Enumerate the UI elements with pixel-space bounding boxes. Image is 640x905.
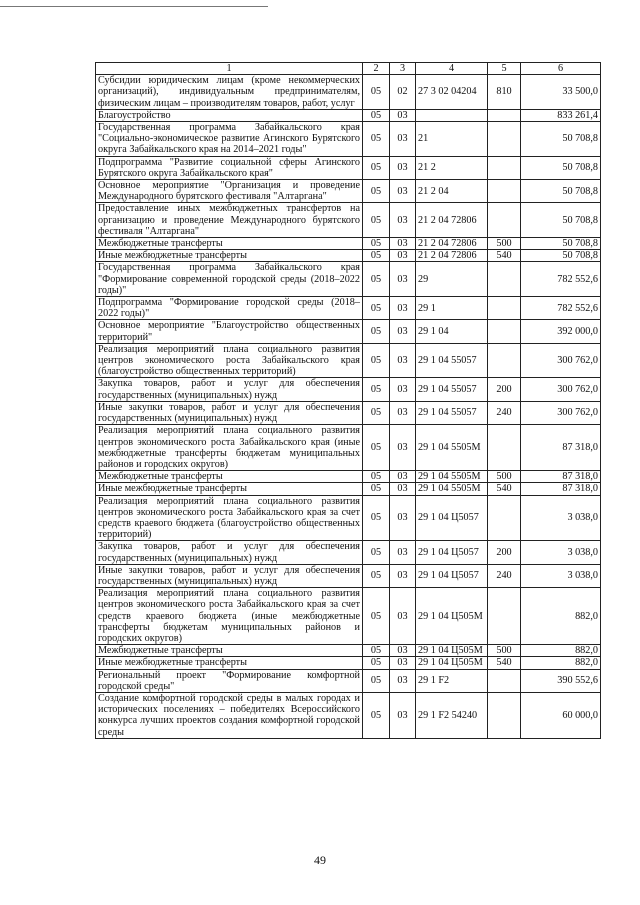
target-item-code-cell: 29 1 04 Ц505М xyxy=(416,657,488,669)
table-row xyxy=(96,297,601,320)
expense-type-code-cell xyxy=(488,425,521,471)
amount-cell: 50 708,8 xyxy=(521,250,601,262)
expense-type-code-cell: 200 xyxy=(488,541,521,564)
table-row xyxy=(96,262,601,297)
subsection-code-cell: 03 xyxy=(390,297,416,320)
section-code-cell: 05 xyxy=(363,471,390,483)
item-name-cell: Создание комфортной городской среды в малых городах и исторических поселениях – победителях Всероссийского конкурса лучших проектов создания комфортной городской среды xyxy=(96,692,363,738)
target-item-code-cell: 27 3 02 04204 xyxy=(416,75,488,110)
amount-cell: 300 762,0 xyxy=(521,378,601,401)
target-item-code-cell: 21 2 04 72806 xyxy=(416,238,488,250)
item-name-cell: Реализация мероприятий плана социального развития центров экономического роста Забайкальского края (иные межбюджетные трансферты бюджетам муниципальных районов и городских округов) xyxy=(96,425,363,471)
table-row xyxy=(96,425,601,471)
target-item-code-cell: 29 1 F2 54240 xyxy=(416,692,488,738)
amount-cell: 60 000,0 xyxy=(521,692,601,738)
item-name-cell: Иные закупки товаров, работ и услуг для обеспечения государственных (муниципальных) нужд xyxy=(96,401,363,424)
amount-cell: 50 708,8 xyxy=(521,203,601,238)
subsection-code-cell: 03 xyxy=(390,692,416,738)
target-item-code-cell: 29 1 04 Ц505М xyxy=(416,588,488,645)
section-code-cell: 05 xyxy=(363,109,390,121)
table-row xyxy=(96,203,601,238)
target-item-code-cell: 29 1 04 Ц5057 xyxy=(416,495,488,541)
item-name-cell: Межбюджетные трансферты xyxy=(96,238,363,250)
section-code-cell: 05 xyxy=(363,203,390,238)
amount-cell: 300 762,0 xyxy=(521,343,601,378)
target-item-code-cell: 29 1 04 5505М xyxy=(416,425,488,471)
item-name-cell: Иные межбюджетные трансферты xyxy=(96,483,363,495)
table-body xyxy=(96,63,601,739)
amount-cell: 782 552,6 xyxy=(521,262,601,297)
target-item-code-cell: 29 1 04 55057 xyxy=(416,401,488,424)
budget-table xyxy=(95,62,601,739)
subsection-code-cell: 03 xyxy=(390,401,416,424)
expense-type-code-cell xyxy=(488,588,521,645)
subsection-code-cell: 03 xyxy=(390,657,416,669)
subsection-code-cell: 03 xyxy=(390,203,416,238)
item-name-cell: Основное мероприятие "Организация и проведение Международного бурятского фестиваля "Алтаргана" xyxy=(96,180,363,203)
table-row xyxy=(96,541,601,564)
expense-type-code-cell xyxy=(488,343,521,378)
section-code-cell: 05 xyxy=(363,669,390,692)
amount-cell: 87 318,0 xyxy=(521,483,601,495)
amount-cell: 87 318,0 xyxy=(521,425,601,471)
item-name-cell: Реализация мероприятий плана социального развития центров экономического роста Забайкальского края за счет средств краевого бюджета (благоустройство общественных территорий) xyxy=(96,495,363,541)
expense-type-code-cell: 500 xyxy=(488,238,521,250)
section-code-cell: 05 xyxy=(363,238,390,250)
item-name-cell: Региональный проект "Формирование комфортной городской среды" xyxy=(96,669,363,692)
section-code-cell: 05 xyxy=(363,122,390,157)
table-row xyxy=(96,495,601,541)
subsection-code-cell: 03 xyxy=(390,425,416,471)
target-item-code-cell: 21 xyxy=(416,122,488,157)
target-item-code-cell: 21 2 04 72806 xyxy=(416,250,488,262)
expense-type-code-cell: 500 xyxy=(488,645,521,657)
table-row xyxy=(96,180,601,203)
target-item-code-cell: 29 1 04 5505М xyxy=(416,471,488,483)
section-code-cell: 05 xyxy=(363,262,390,297)
table-row xyxy=(96,109,601,121)
amount-cell: 882,0 xyxy=(521,588,601,645)
amount-cell: 390 552,6 xyxy=(521,669,601,692)
amount-cell: 782 552,6 xyxy=(521,297,601,320)
table-row xyxy=(96,692,601,738)
table-row xyxy=(96,483,601,495)
expense-type-code-cell: 200 xyxy=(488,378,521,401)
item-name-cell: Межбюджетные трансферты xyxy=(96,471,363,483)
item-name-cell: Благоустройство xyxy=(96,109,363,121)
target-item-code-cell: 29 1 04 Ц5057 xyxy=(416,564,488,587)
table-row xyxy=(96,250,601,262)
column-header-4: 4 xyxy=(416,63,488,75)
expense-type-code-cell xyxy=(488,262,521,297)
expense-type-code-cell xyxy=(488,320,521,343)
target-item-code-cell: 29 1 F2 xyxy=(416,669,488,692)
expense-type-code-cell xyxy=(488,180,521,203)
subsection-code-cell: 03 xyxy=(390,320,416,343)
section-code-cell: 05 xyxy=(363,541,390,564)
item-name-cell: Государственная программа Забайкальского края "Социально-экономическое развитие Агинского Бурятского округа Забайкальского края на 2014–2021 годы" xyxy=(96,122,363,157)
table-row xyxy=(96,320,601,343)
column-header-5: 5 xyxy=(488,63,521,75)
subsection-code-cell: 03 xyxy=(390,156,416,179)
expense-type-code-cell: 540 xyxy=(488,483,521,495)
expense-type-code-cell xyxy=(488,495,521,541)
item-name-cell: Подпрограмма "Формирование городской среды (2018–2022 годы)" xyxy=(96,297,363,320)
target-item-code-cell: 29 xyxy=(416,262,488,297)
subsection-code-cell: 03 xyxy=(390,471,416,483)
expense-type-code-cell xyxy=(488,156,521,179)
amount-cell: 87 318,0 xyxy=(521,471,601,483)
amount-cell: 50 708,8 xyxy=(521,122,601,157)
subsection-code-cell: 03 xyxy=(390,483,416,495)
column-header-3: 3 xyxy=(390,63,416,75)
target-item-code-cell: 29 1 04 55057 xyxy=(416,343,488,378)
section-code-cell: 05 xyxy=(363,343,390,378)
table-row xyxy=(96,75,601,110)
expense-type-code-cell xyxy=(488,203,521,238)
subsection-code-cell: 02 xyxy=(390,75,416,110)
table-row xyxy=(96,588,601,645)
column-header-2: 2 xyxy=(363,63,390,75)
expense-type-code-cell xyxy=(488,669,521,692)
amount-cell: 3 038,0 xyxy=(521,564,601,587)
subsection-code-cell: 03 xyxy=(390,669,416,692)
amount-cell: 33 500,0 xyxy=(521,75,601,110)
amount-cell: 50 708,8 xyxy=(521,156,601,179)
table-row xyxy=(96,378,601,401)
section-code-cell: 05 xyxy=(363,180,390,203)
expense-type-code-cell: 500 xyxy=(488,471,521,483)
item-name-cell: Предоставление иных межбюджетных трансфертов на организацию и проведение Международного бурятского фестиваля "Алтаргана" xyxy=(96,203,363,238)
section-code-cell: 05 xyxy=(363,657,390,669)
subsection-code-cell: 03 xyxy=(390,588,416,645)
item-name-cell: Иные межбюджетные трансферты xyxy=(96,250,363,262)
expense-type-code-cell: 540 xyxy=(488,250,521,262)
item-name-cell: Субсидии юридическим лицам (кроме некоммерческих организаций), индивидуальным предпринимателям, физическим лицам – производителям товаров, работ, услуг xyxy=(96,75,363,110)
item-name-cell: Межбюджетные трансферты xyxy=(96,645,363,657)
section-code-cell: 05 xyxy=(363,378,390,401)
subsection-code-cell: 03 xyxy=(390,122,416,157)
section-code-cell: 05 xyxy=(363,250,390,262)
section-code-cell: 05 xyxy=(363,401,390,424)
table-row xyxy=(96,238,601,250)
section-code-cell: 05 xyxy=(363,320,390,343)
target-item-code-cell: 21 2 xyxy=(416,156,488,179)
subsection-code-cell: 03 xyxy=(390,541,416,564)
expense-type-code-cell: 540 xyxy=(488,657,521,669)
column-header-6: 6 xyxy=(521,63,601,75)
subsection-code-cell: 03 xyxy=(390,262,416,297)
expense-type-code-cell: 810 xyxy=(488,75,521,110)
subsection-code-cell: 03 xyxy=(390,495,416,541)
expense-type-code-cell xyxy=(488,297,521,320)
amount-cell: 882,0 xyxy=(521,657,601,669)
item-name-cell: Реализация мероприятий плана социального развития центров экономического роста Забайкальского края (благоустройство общественных территорий) xyxy=(96,343,363,378)
amount-cell: 3 038,0 xyxy=(521,495,601,541)
subsection-code-cell: 03 xyxy=(390,564,416,587)
table-row xyxy=(96,669,601,692)
target-item-code-cell xyxy=(416,109,488,121)
amount-cell: 833 261,4 xyxy=(521,109,601,121)
table-row xyxy=(96,343,601,378)
item-name-cell: Подпрограмма "Развитие социальной сферы Агинского Бурятского округа Забайкальского края" xyxy=(96,156,363,179)
section-code-cell: 05 xyxy=(363,564,390,587)
amount-cell: 882,0 xyxy=(521,645,601,657)
expense-type-code-cell: 240 xyxy=(488,564,521,587)
section-code-cell: 05 xyxy=(363,495,390,541)
section-code-cell: 05 xyxy=(363,425,390,471)
subsection-code-cell: 03 xyxy=(390,343,416,378)
expense-type-code-cell xyxy=(488,692,521,738)
top-rule xyxy=(0,6,268,7)
target-item-code-cell: 29 1 04 Ц505М xyxy=(416,645,488,657)
target-item-code-cell: 29 1 04 55057 xyxy=(416,378,488,401)
section-code-cell: 05 xyxy=(363,483,390,495)
item-name-cell: Закупка товаров, работ и услуг для обеспечения государственных (муниципальных) нужд xyxy=(96,541,363,564)
expense-type-code-cell xyxy=(488,109,521,121)
section-code-cell: 05 xyxy=(363,692,390,738)
amount-cell: 300 762,0 xyxy=(521,401,601,424)
target-item-code-cell: 21 2 04 xyxy=(416,180,488,203)
table-row xyxy=(96,156,601,179)
table-row xyxy=(96,471,601,483)
section-code-cell: 05 xyxy=(363,156,390,179)
amount-cell: 50 708,8 xyxy=(521,180,601,203)
item-name-cell: Государственная программа Забайкальского края "Формирование современной городской среды (2018–2022 годы)" xyxy=(96,262,363,297)
table-row xyxy=(96,122,601,157)
table-header-row xyxy=(96,63,601,75)
target-item-code-cell: 29 1 04 xyxy=(416,320,488,343)
item-name-cell: Основное мероприятие "Благоустройство общественных территорий" xyxy=(96,320,363,343)
amount-cell: 392 000,0 xyxy=(521,320,601,343)
table-row xyxy=(96,564,601,587)
page-number: 49 xyxy=(314,853,326,867)
item-name-cell: Иные межбюджетные трансферты xyxy=(96,657,363,669)
subsection-code-cell: 03 xyxy=(390,645,416,657)
section-code-cell: 05 xyxy=(363,297,390,320)
amount-cell: 50 708,8 xyxy=(521,238,601,250)
column-header-1: 1 xyxy=(96,63,363,75)
section-code-cell: 05 xyxy=(363,75,390,110)
subsection-code-cell: 03 xyxy=(390,109,416,121)
table-row xyxy=(96,645,601,657)
table-row xyxy=(96,657,601,669)
subsection-code-cell: 03 xyxy=(390,238,416,250)
item-name-cell: Реализация мероприятий плана социального развития центров экономического роста Забайкальского края за счет средств краевого бюджета (иные межбюджетные трансферты бюджетам муниципальных районов и городских округов) xyxy=(96,588,363,645)
expense-type-code-cell: 240 xyxy=(488,401,521,424)
item-name-cell: Иные закупки товаров, работ и услуг для обеспечения государственных (муниципальных) нужд xyxy=(96,564,363,587)
target-item-code-cell: 29 1 04 Ц5057 xyxy=(416,541,488,564)
section-code-cell: 05 xyxy=(363,645,390,657)
item-name-cell: Закупка товаров, работ и услуг для обеспечения государственных (муниципальных) нужд xyxy=(96,378,363,401)
subsection-code-cell: 03 xyxy=(390,378,416,401)
expense-type-code-cell xyxy=(488,122,521,157)
amount-cell: 3 038,0 xyxy=(521,541,601,564)
target-item-code-cell: 29 1 xyxy=(416,297,488,320)
section-code-cell: 05 xyxy=(363,588,390,645)
target-item-code-cell: 21 2 04 72806 xyxy=(416,203,488,238)
subsection-code-cell: 03 xyxy=(390,180,416,203)
subsection-code-cell: 03 xyxy=(390,250,416,262)
target-item-code-cell: 29 1 04 5505М xyxy=(416,483,488,495)
table-row xyxy=(96,401,601,424)
